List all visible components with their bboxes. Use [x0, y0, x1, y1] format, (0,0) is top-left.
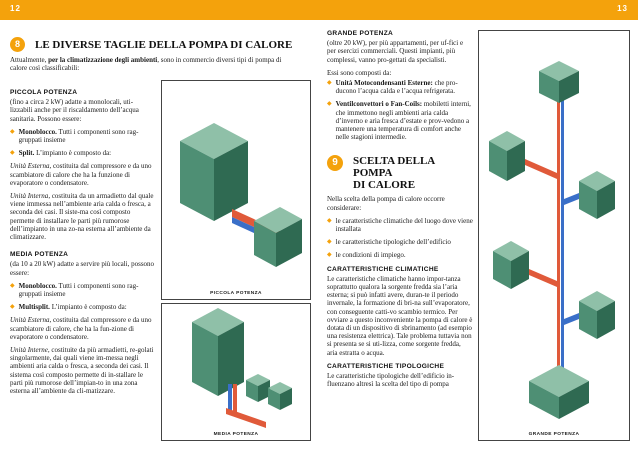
bullet-ventilconvettori: ◆ Ventilconvettori o Fan-Coils: mobiletti interni, che immettono negli ambienti aria calda d’inverno e aria fresca d’estate e prov-vedono a mantenere una temperatura di comfort anche nelle stagioni intermedie. [327, 100, 471, 142]
split-unit-illustration [162, 81, 310, 287]
left-title-block [10, 37, 300, 77]
section-badge-9: 9 [327, 155, 343, 171]
bullet-monoblocco-1: ◆ Monoblocco. Tutti i componenti sono rag-gruppati insieme [10, 127, 139, 145]
figure-media-potenza [161, 303, 311, 441]
unita-interna-text-1: Unità Interna, costituita da un armadietto dal quale viene immessa nell’ambiente aria calda o fresca, a seconda dei casi. Il siste-ma così composto permette di installare le parti più rumorose dell’impianto in una zo-na esterna all’ambiente da climatizzare. [10, 192, 154, 242]
header-bar [0, 0, 638, 20]
figure-piccola-potenza [161, 80, 311, 300]
list-item-tipologia: ◆ le caratteristiche tipologiche dell’edificio [327, 238, 451, 247]
bullet-monoblocco-2: ◆ Monoblocco. Tutti i componenti sono rag-gruppati insieme [10, 281, 139, 299]
clima-text: Le caratteristiche climatiche hanno impor-tanza soprattutto qualora la sorgente fredda sia l’aria esterna; si può infatti avere, duran-te il periodo invernale, la formazione di bri-na sull’evaporatore, con conseguente catti-vo scambio termico. Per ovviare a questo inconveniente la pompa di calore è dotata di un dispositivo di sbrinamento (ad esempio una resistenza elettrica). Tale problema tuttavia non si presenta se si uti-lizza, come sorgente fredda, aria estratta o acqua. [327, 274, 473, 357]
section-title-9-row [327, 155, 473, 191]
page-number-right: 13 [617, 4, 628, 13]
bullet-unita-motocondensanti: ◆ Unità Motocondensanti Esterne: che pro-ducono l’acqua calda e l’acqua refrigerata. [327, 79, 458, 96]
media-text: (da 10 a 20 kW) adatte a servire più locali, possono essere: [10, 260, 155, 277]
unita-esterna-text-2: Unità Esterna, costituita dal compressore e da uno scambiatore di calore, che ha la fun-zione di evaporatore o condensatore. [10, 316, 152, 341]
large-system-illustration [479, 31, 629, 427]
page-number-left: 12 [10, 4, 21, 13]
heading-caratteristiche-tipologiche: CARATTERISTICHE TIPOLOGICHE [327, 362, 445, 370]
caption-piccola-potenza: PICCOLA POTENZA [210, 291, 262, 296]
section-badge-8: 8 [10, 37, 25, 52]
unita-esterna-text-1: Unità Esterna, costituita dal compressore e da uno scambiatore di calore che ha la funzione di evaporatore o condensatore. [10, 162, 152, 187]
list-item-impiego: ◆ le condizioni di impiego. [327, 251, 406, 260]
unita-interne-text-2: Unità Interne, costituite da più armadietti, re-golati singolarmente, dai quali viene im-messa negli ambienti aria calda o fresca, a seconda dei casi. Il sistema così composto permette di in-stallare le parti più rumorose dell’impian-to in una zona esterna all’ambiente da cli-matizzare. [10, 346, 154, 396]
grande-text: (oltre 20 kW), per più appartamenti, per uf-fici e per esercizi commerciali. Questi impianti, più complessi, vanno pro-gettati da specialisti. [327, 39, 464, 64]
scelta-intro: Nella scelta della pompa di calore occorre considerare: [327, 195, 445, 212]
caption-grande-potenza: GRANDE POTENZA [528, 432, 580, 437]
section-title-8: LE DIVERSE TAGLIE DELLA POMPA DI CALORE [35, 38, 293, 51]
bullet-split: ◆ Split. L’impianto è composto da: [10, 149, 112, 158]
bullet-multisplit: ◆ Multisplit. L’impianto è composto da: [10, 303, 127, 312]
heading-caratteristiche-climatiche: CARATTERISTICHE CLIMATICHE [327, 265, 439, 273]
section-title-9: SCELTA DELLA POMPA DI CALORE [353, 155, 435, 192]
list-item-clima: ◆ le caratteristiche climatiche del luogo dove viene installata [327, 216, 473, 234]
heading-grande-potenza: GRANDE POTENZA [327, 30, 394, 37]
intro-paragraph: Attualmente, per la climatizzazione degli ambienti, sono in commercio diversi tipi di pompa di calore così classificabili: [10, 56, 282, 73]
figure-grande-potenza [478, 30, 630, 441]
tipo-text: Le caratteristiche tipologiche dell’edificio in-fluenzano altresì la scelta del tipo di pompa [327, 372, 455, 389]
heading-piccola-potenza: PICCOLA POTENZA [10, 89, 78, 96]
multisplit-illustration [162, 304, 310, 428]
left-text-column [10, 83, 155, 400]
piccola-text: (fino a circa 2 kW) adatte a monolocali, uti-lizzabili anche per il riscaldamento dell’acqua sanitaria. Possono essere: [10, 98, 139, 123]
caption-media-potenza: MEDIA POTENZA [213, 432, 259, 437]
right-text-column [327, 30, 473, 394]
heading-media-potenza: MEDIA POTENZA [10, 251, 69, 259]
grande-intro: Essi sono composti da: [327, 68, 392, 77]
